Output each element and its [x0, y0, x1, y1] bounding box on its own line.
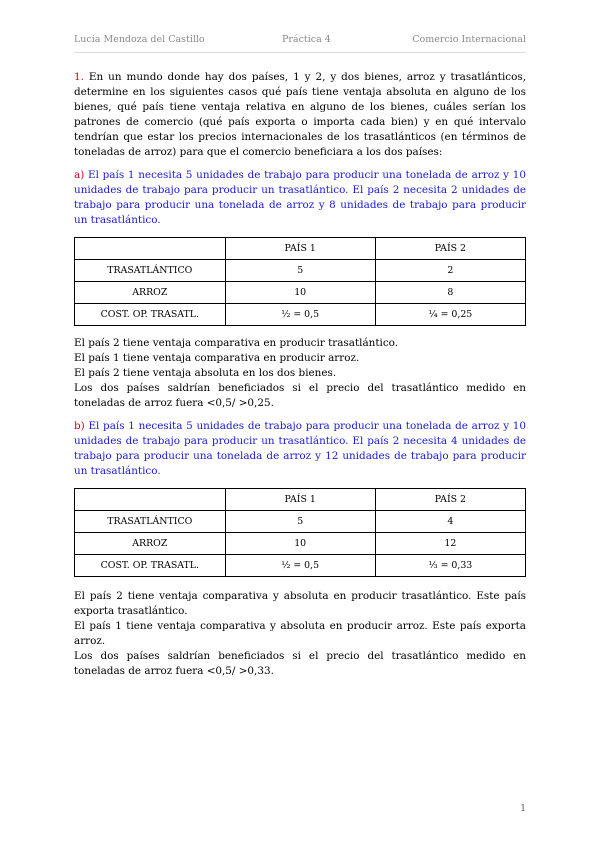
page-header [74, 34, 526, 48]
part-a-conclusion: El país 1 tiene ventaja comparativa en producir arroz. [74, 352, 360, 364]
table-cell: COST. OP. TRASATL. [75, 555, 226, 577]
header-subject: Comercio Internacional [412, 34, 526, 45]
table-cell: ½ = 0,5 [225, 555, 375, 577]
table-header-cell: PAÍS 1 [225, 238, 375, 260]
table-cell: ½ = 0,5 [225, 304, 375, 326]
part-a-label: a) [74, 169, 85, 181]
table-header-cell: PAÍS 2 [375, 489, 525, 511]
part-a-statement [74, 168, 526, 228]
part-b-conclusion: Los dos países saldrían beneficiados si el precio del trasatlántico medido en toneladas de arroz fuera <0,5/ >0,33. [74, 650, 526, 677]
table-header-cell: PAÍS 2 [375, 238, 525, 260]
header-practice: Práctica 4 [282, 34, 331, 45]
table-cell: 8 [375, 282, 525, 304]
table-cell: ARROZ [75, 282, 226, 304]
exercise-number: 1. [74, 71, 84, 83]
exercise-text: En un mundo donde hay dos países, 1 y 2, y dos bienes, arroz y trasatlánticos, determine en los siguientes casos qué país tiene ventaja absoluta en alguno de los bienes, qué país tiene ventaja relativa en alguno de los bienes, cuáles serían los patrones de comercio (qué país exporta o importa cada bien) y en qué intervalo tendrían que estar los precios internacionales de los trasatlánticos (en términos de toneladas de arroz) para que el comercio beneficiara a los dos países: [74, 71, 526, 158]
header-divider [74, 52, 526, 53]
table-header-row [75, 489, 526, 511]
part-b-text: El país 1 necesita 5 unidades de trabajo para producir una tonelada de arroz y 10 unidades de trabajo para producir un trasatlántico. El país 2 necesita 4 unidades de trabajo para producir una tonelada de arroz y 12 unidades de trabajo para producir un trasatlántico. [74, 420, 526, 477]
table-cell: 5 [225, 511, 375, 533]
part-a-text: El país 1 necesita 5 unidades de trabajo para producir una tonelada de arroz y 10 unidades de trabajo para producir un trasatlántico. El país 2 necesita 2 unidades de trabajo para producir una tonelada de arroz y 8 unidades de trabajo para producir un trasatlántico. [74, 169, 526, 226]
table-header-cell [75, 489, 226, 511]
table-header-cell: PAÍS 1 [225, 489, 375, 511]
part-a-conclusion: El país 2 tiene ventaja absoluta en los dos bienes. [74, 367, 337, 379]
table-row [75, 511, 526, 533]
table-cell: 4 [375, 511, 525, 533]
part-a-conclusion: El país 2 tiene ventaja comparativa en producir trasatlántico. [74, 337, 399, 349]
table-cell: TRASATLÁNTICO [75, 260, 226, 282]
table-cell: COST. OP. TRASATL. [75, 304, 226, 326]
part-a-table [74, 237, 526, 326]
table-row [75, 260, 526, 282]
table-row [75, 555, 526, 577]
table-cell: ⅓ = 0,33 [375, 555, 525, 577]
table-cell: 10 [225, 533, 375, 555]
document-body [74, 70, 526, 679]
page-number: 1 [520, 804, 526, 814]
table-cell: TRASATLÁNTICO [75, 511, 226, 533]
part-b-table [74, 488, 526, 577]
table-row [75, 282, 526, 304]
header-author: Lucía Mendoza del Castillo [74, 34, 205, 45]
table-header-cell [75, 238, 226, 260]
part-a-conclusion: Los dos países saldrían beneficiados si el precio del trasatlántico medido en toneladas de arroz fuera <0,5/ >0,25. [74, 382, 526, 409]
part-b-label: b) [74, 420, 85, 432]
table-cell: 5 [225, 260, 375, 282]
part-b-statement [74, 419, 526, 479]
table-row [75, 533, 526, 555]
table-cell: 12 [375, 533, 525, 555]
table-row [75, 304, 526, 326]
table-cell: ARROZ [75, 533, 226, 555]
part-b-conclusion: El país 1 tiene ventaja comparativa y absoluta en producir arroz. Este país exporta arroz. [74, 620, 526, 647]
exercise-statement [74, 70, 526, 160]
table-cell: 10 [225, 282, 375, 304]
part-b-conclusion: El país 2 tiene ventaja comparativa y absoluta en producir trasatlántico. Este país exporta trasatlántico. [74, 590, 526, 617]
table-header-row [75, 238, 526, 260]
table-cell: ¼ = 0,25 [375, 304, 525, 326]
table-cell: 2 [375, 260, 525, 282]
